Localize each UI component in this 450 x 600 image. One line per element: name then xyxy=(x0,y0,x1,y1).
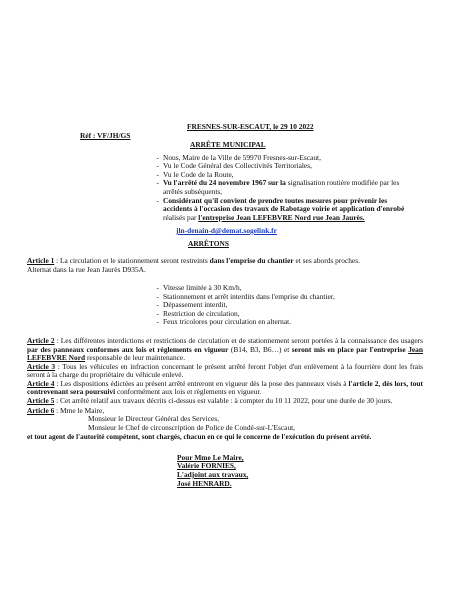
consideration-text: réalisés par xyxy=(163,212,199,222)
signature-line-deputy-name: José HENRARD. xyxy=(177,478,232,488)
consideration-item-works xyxy=(163,197,413,223)
consideration-text: signalisation routière modifiée par les arrêtés subséquents, xyxy=(163,178,400,197)
municipal-decree-document xyxy=(0,123,450,489)
consideration-text: Vu le Code Général des Collectivités Territoriales, xyxy=(163,161,312,171)
consideration-text-bold: Considérant qu'il convient de prendre toutes mesures pour prévenir les accidents à l'occasion des travaux de Rabotage voirie et application d'enrobé xyxy=(163,195,405,214)
article-text-bold: seront mis en place par l'entreprise xyxy=(291,344,409,354)
restriction-item: - Feux tricolores pour circulation en alternat. xyxy=(163,318,423,327)
article-text: : Les différentes interdictions et restrictions de circulation et de stationnement seront portées à la connaissance des usagers xyxy=(54,335,423,345)
decision-heading: ARRÊTONS xyxy=(188,238,229,248)
article-label: Article 2 xyxy=(27,335,55,345)
signature-line-deputy-role: L'adjoint aux travaux, xyxy=(177,470,249,479)
contractor-name: Jean LEFEBVRE Nord xyxy=(27,344,423,363)
article-label: Article 6 xyxy=(27,405,55,415)
article-text: (B14, B3, B6…) et xyxy=(228,344,292,354)
restriction-item: - Dépassement interdit, xyxy=(163,301,423,310)
contact-email-line xyxy=(176,227,450,236)
restriction-item: - Vitesse limitée à 30 Km/h, xyxy=(163,284,423,293)
article-text-bold: l'article 2, dès lors, tout contrevenant sera poursuivi xyxy=(27,378,423,397)
article-text: responsable de leur maintenance. xyxy=(85,353,186,363)
article-text: : Les dispositions édictées au présent arrêté entreront en vigueur dès la pose des panneaux visés à xyxy=(54,378,349,388)
contractor-name: l'entreprise Jean LEFEBVRE Nord rue Jean Jaurès. xyxy=(198,212,365,222)
restrictions-list xyxy=(0,284,423,327)
place-and-date: FRESNES-SUR-ESCAUT, le 29 10 2022 xyxy=(187,121,314,131)
article-text: et ses abords proches. xyxy=(293,255,360,265)
article-label: Article 3 xyxy=(27,361,56,371)
article-text: : Mme le Maire, xyxy=(54,405,105,415)
considerations-list xyxy=(0,154,413,223)
article-text: : Tous les véhicules en infraction concernant le présent arrêté feront l'objet d'un enlèvement à la fourrière dont les frais seront à la charge du propriétaire du véhicule enlevé. xyxy=(27,361,424,380)
decree-title: ARRÊTE MUNICIPAL xyxy=(190,139,266,149)
article-6-first-line xyxy=(27,407,423,416)
signature-block xyxy=(177,454,450,488)
article-text: : Cet arrêté relatif aux travaux décrits ci-dessus est valable : à compter du 10 11 2022, pour une durée de 30 jours. xyxy=(54,396,393,406)
reference-code: Réf : VF/JH/GS xyxy=(80,130,131,140)
article-6-closing: et tout agent de l'autorité compétent, sont chargés, chacun en ce qui le concerne de l'exécution du présent arrêté. xyxy=(27,432,372,441)
article-6 xyxy=(27,407,423,441)
contact-email-link[interactable]: jln-denain-d@demat.sogelink.fr xyxy=(176,225,277,235)
consideration-item-signage-decree xyxy=(163,179,413,196)
restriction-item: - Restriction de circulation, xyxy=(163,310,423,319)
article-text: conformément aux lois et règlements en vigueur. xyxy=(115,387,262,397)
consideration-text: Nous, Maire de la Ville de 59970 Fresnes-sur-Escaut, xyxy=(163,152,321,162)
article-3 xyxy=(27,363,423,380)
addressee-police-chief: Monsieur le Chef de circonscription de Police de Condé-sur-L'Escaut, xyxy=(88,423,296,433)
restriction-item: - Stationnement et arrêt interdits dans l'emprise du chantier, xyxy=(163,293,423,302)
signature-line-on-behalf: Pour Mme Le Maire, xyxy=(177,452,244,462)
article-5 xyxy=(27,397,423,406)
article-text-bold: dans l'emprise du chantier xyxy=(209,255,294,265)
article-2 xyxy=(27,337,423,363)
article-text-bold: par des panneaux conformes aux lois et règlements en vigueur xyxy=(27,344,229,354)
consideration-text: Vu le Code de la Route, xyxy=(163,169,234,179)
article-4 xyxy=(27,380,423,397)
article-1-alternating-traffic: Alternat dans la rue Jean Jaurès D935A. xyxy=(27,264,146,274)
article-label: Article 4 xyxy=(27,378,55,388)
article-text: : La circulation et le stationnement seront restreints xyxy=(54,255,210,265)
article-label: Article 5 xyxy=(27,396,55,406)
article-label: Article 1 xyxy=(27,255,55,265)
consideration-text-bold: Vu l'arrêté du 24 novembre 1967 sur la xyxy=(163,178,286,188)
signature-line-mayor-name: Valérie FORNIES, xyxy=(177,461,236,471)
addressee-director-general: Monsieur le Directeur Général des Services, xyxy=(88,414,219,424)
